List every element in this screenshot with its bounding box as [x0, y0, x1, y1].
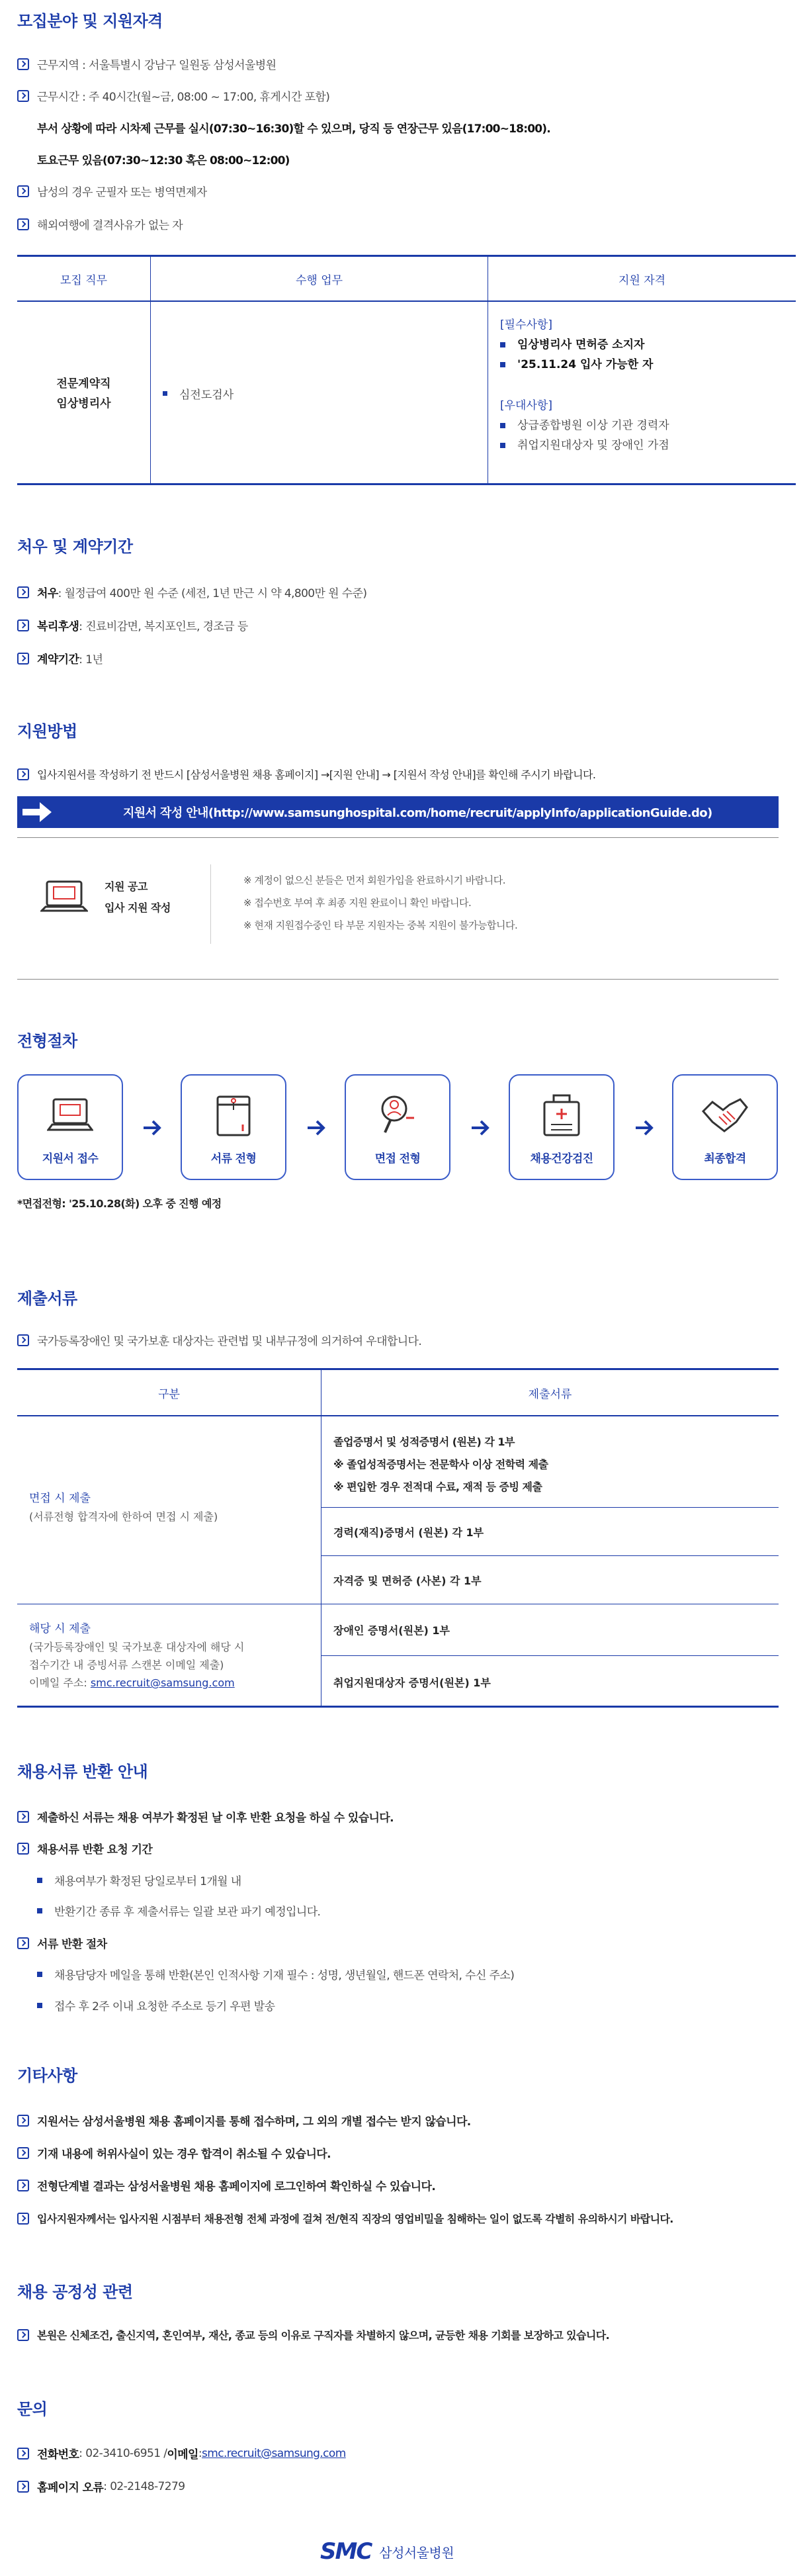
docs-table-header [17, 1370, 779, 1416]
etc-item-1-text: 지원서는 삼성서울병원 채용 홈페이지를 통해 접수하며, 그 외의 개별 접수는 받지 않습니다. [37, 2115, 471, 2129]
benefit-item-contract [0, 650, 809, 667]
chevron-right-icon [17, 90, 29, 102]
header-qualification: 지원 자격 [618, 273, 666, 287]
process-step-interview [345, 1074, 450, 1180]
section-title-contact: 문의 [17, 2400, 48, 2418]
section-title-docs: 제출서류 [17, 1289, 77, 1308]
header-category: 구분 [17, 1370, 321, 1415]
required-item-2-text: '25.11.24 입사 가능한 자 [517, 358, 654, 371]
benefit-contract-text: : 1년 [79, 653, 103, 667]
arrow-right-icon [141, 1117, 163, 1139]
preferred-item-1-text: 상급종합병원 이상 기관 경력자 [517, 419, 669, 432]
duty-cell [151, 302, 488, 485]
chevron-right-icon [17, 2115, 29, 2127]
interview-title: 면접 시 제출 [29, 1492, 91, 1505]
qualification-cell [488, 302, 796, 485]
doc-row-veteran [321, 1656, 779, 1708]
returns-method-item-2 [0, 1997, 809, 2013]
contact-error-label: 홈페이지 오류 [37, 2481, 104, 2495]
hospital-name: 삼성서울병원 [379, 2544, 454, 2561]
header-job: 모집 직무 [17, 257, 151, 300]
contact-email-link[interactable]: smc.recruit@samsung.com [202, 2446, 346, 2460]
etc-item-4 [0, 2211, 809, 2226]
returns-method-item-1 [0, 1966, 809, 1982]
etc-item-3 [0, 2177, 809, 2193]
job-cell [17, 302, 151, 485]
bullet-square-icon [500, 342, 505, 347]
bullet-square-icon [37, 1908, 42, 1913]
returns-method-title-text: 서류 반환 절차 [37, 1938, 107, 1951]
target-sub-2: 접수기간 내 증빙서류 스캔본 이메일 제출) [29, 1659, 224, 1671]
apply-notes [243, 869, 517, 937]
section-title-apply: 지원방법 [17, 722, 77, 741]
returns-line [0, 1808, 809, 1825]
recruit-table-header [17, 257, 796, 302]
bullet-square-icon [37, 1878, 42, 1883]
process-step-health-check [509, 1074, 615, 1180]
doc-row-disability [321, 1604, 779, 1656]
etc-item-1 [0, 2112, 809, 2129]
section-title-process: 전형절차 [17, 1032, 77, 1050]
laptop-icon [40, 878, 88, 917]
returns-period-item-1 [0, 1872, 809, 1888]
section-title-recruit: 모집분야 및 지원자격 [17, 12, 163, 30]
footer-logo [320, 2538, 454, 2565]
recruit-item-travel [0, 216, 809, 232]
benefit-pay-label: 처우 [37, 587, 58, 600]
returns-period-title-text: 채용서류 반환 요청 기간 [37, 1843, 153, 1857]
chevron-right-icon [17, 2180, 29, 2191]
benefit-item-pay [0, 584, 809, 600]
returns-method-title [0, 1935, 809, 1951]
process-step-label: 서류 전형 [210, 1152, 257, 1166]
chevron-right-icon [17, 2213, 29, 2225]
preferred-item-2-text: 취업지원대상자 및 장애인 가점 [517, 439, 669, 452]
apply-line [0, 766, 809, 782]
laptop-icon [47, 1097, 93, 1138]
process-step-final [672, 1074, 778, 1180]
required-item-2 [500, 355, 796, 375]
medical-kit-icon [540, 1093, 583, 1138]
doc-row-career [321, 1508, 779, 1556]
job-line-1: 전문계약직 [56, 377, 111, 391]
target-sub-1: (국가등록장애인 및 국가보훈 대상자에 해당 시 [29, 1641, 245, 1653]
chevron-right-icon [17, 2448, 29, 2460]
envelope-icon [214, 1094, 253, 1139]
arrow-right-icon [633, 1117, 656, 1139]
bullet-square-icon [37, 1972, 42, 1977]
benefit-pay-text: : 월정급여 400만 원 수준 (세전, 1년 만근 시 약 4,800만 원 수준) [58, 587, 367, 600]
contact-email-label: 이메일 [167, 2448, 198, 2461]
handshake-icon [701, 1095, 749, 1136]
smc-logo: SMC [320, 2538, 372, 2565]
required-item-1 [500, 335, 796, 355]
bullet-square-icon [500, 423, 505, 428]
preferred-item-1 [500, 416, 796, 436]
preferred-item-2 [500, 436, 796, 455]
apply-line-text: 입사지원서를 작성하기 전 반드시 [삼성서울병원 채용 홈페이지] →[지원 안내] → [지원서 작성 안내]를 확인해 주시기 바랍니다. [37, 768, 596, 781]
apply-guide-banner[interactable] [17, 796, 779, 828]
apply-note-3: ※ 현재 지원접수중인 타 부문 지원자는 중복 지원이 불가능합니다. [243, 919, 518, 931]
chevron-right-icon [17, 1334, 29, 1346]
benefit-welfare-label: 복리후생 [37, 620, 79, 633]
process-step-label: 지원서 접수 [42, 1152, 99, 1166]
returns-method-item-1-text: 채용담당자 메일을 통해 반환(본인 인적사항 기재 필수 : 성명, 생년월일, 핸드폰 연락처, 수신 주소) [54, 1969, 515, 1982]
contact-phone: : 02-3410-6951 / [79, 2446, 167, 2460]
recruit-item-military [0, 183, 809, 199]
contact-phone-line [0, 2445, 809, 2461]
chevron-right-icon [17, 768, 29, 780]
etc-item-4-text: 입사지원자께서는 입사지원 시점부터 채용전형 전체 과정에 걸쳐 전/현직 직장의 영업비밀을 침해하는 일이 없도록 각별히 유의하시기 바랍니다. [37, 2213, 673, 2225]
etc-item-3-text: 전형단계별 결과는 삼성서울병원 채용 홈페이지에 로그인하여 확인하실 수 있습니다. [37, 2180, 436, 2193]
magnifier-person-icon [374, 1091, 421, 1138]
contact-email-sep: : [198, 2446, 202, 2460]
target-email-link[interactable]: smc.recruit@samsung.com [90, 1677, 235, 1689]
chevron-right-icon [17, 586, 29, 598]
process-step-label: 면접 전형 [374, 1152, 421, 1166]
contact-phone-label: 전화번호 [37, 2448, 79, 2461]
contact-error-line [0, 2478, 809, 2495]
duty-text: 심전도검사 [179, 389, 234, 402]
fair-line-text: 본원은 신체조건, 출신지역, 혼인여부, 재산, 종교 등의 이유로 구직자를 차별하지 않으며, 균등한 채용 기회를 보장하고 있습니다. [37, 2329, 610, 2342]
process-step-document [181, 1074, 286, 1180]
recruit-travel-text: 해외여행에 결격사유가 없는 자 [37, 219, 183, 232]
target-email-label: 이메일 주소: [29, 1677, 91, 1689]
benefit-item-welfare [0, 617, 809, 633]
header-documents: 제출서류 [528, 1387, 572, 1401]
job-line-2: 임상병리사 [56, 396, 111, 410]
benefit-welfare-text: : 진료비감면, 복지포인트, 경조금 등 [79, 620, 248, 633]
recruit-location-text: 근무지역 : 서울특별시 강남구 일원동 삼성서울병원 [37, 59, 277, 72]
process-step-label: 채용건강검진 [530, 1152, 593, 1166]
fair-line [0, 2327, 809, 2342]
process-note: *면접전형: '25.10.28(화) 오후 중 진행 예정 [17, 1197, 222, 1210]
doc-row-license [321, 1556, 779, 1604]
apply-info-box [17, 837, 779, 980]
work-note-2: 토요근무 있음(07:30~12:30 혹은 08:00~12:00) [37, 154, 290, 167]
benefit-contract-label: 계약기간 [37, 653, 79, 667]
arrow-right-icon [305, 1117, 327, 1139]
doc-graduation-note-2: ※ 편입한 경우 전적대 수료, 재적 등 증빙 제출 [333, 1481, 542, 1493]
preferred-title: [우대사항] [500, 399, 552, 412]
doc-disability-text: 장애인 증명서(원본) 1부 [333, 1624, 450, 1637]
target-category-cell [17, 1604, 321, 1708]
doc-license-text: 자격증 및 면허증 (사본) 각 1부 [333, 1574, 482, 1587]
docs-table [17, 1368, 779, 1708]
required-item-1-text: 임상병리사 면허증 소지자 [517, 338, 645, 351]
chevron-right-icon [17, 58, 29, 70]
bullet-square-icon [163, 391, 167, 396]
arrow-right-icon [22, 802, 52, 822]
recruit-table-row [17, 302, 796, 485]
chevron-right-icon [17, 620, 29, 631]
recruit-table [17, 255, 796, 485]
returns-period-item-2-text: 반환기간 종류 후 제출서류는 일괄 보관 파기 예정입니다. [54, 1906, 321, 1919]
doc-graduation-title: 졸업증명서 및 성적증명서 (원본) 각 1부 [333, 1436, 515, 1448]
apply-note-2: ※ 접수번호 부여 후 최종 지원 완료이니 확인 바랍니다. [243, 897, 472, 909]
recruit-military-text: 남성의 경우 군필자 또는 병역면제자 [37, 186, 207, 199]
work-note-1: 부서 상황에 따라 시차제 근무를 실시(07:30~16:30)할 수 있으며, 당직 등 연장근무 있음(17:00~18:00). [37, 122, 550, 136]
apply-note-1: ※ 계정이 없으신 분들은 먼저 회원가입을 완료하시기 바랍니다. [243, 874, 505, 886]
chevron-right-icon [17, 1811, 29, 1823]
apply-box-label-2: 입사 지원 작성 [105, 901, 171, 914]
apply-box-label-1: 지원 공고 [105, 880, 148, 893]
returns-period-item-1-text: 채용여부가 확정된 당일로부터 1개월 내 [54, 1875, 241, 1888]
process-step-apply [17, 1074, 123, 1180]
chevron-right-icon [17, 2329, 29, 2341]
returns-period-title [0, 1840, 809, 1857]
apply-box-labels [105, 876, 171, 919]
required-title: [필수사항] [500, 318, 552, 332]
docs-line [0, 1332, 809, 1348]
section-title-etc: 기타사항 [17, 2066, 77, 2085]
interview-category-cell [17, 1416, 321, 1604]
doc-row-graduation [321, 1416, 779, 1508]
chevron-right-icon [17, 2147, 29, 2159]
target-title: 해당 시 제출 [29, 1622, 91, 1635]
apply-guide-banner-text[interactable]: 지원서 작성 안내(http://www.samsunghospital.com/home/recruit/applyInfo/applicationGuide.do) [123, 806, 712, 820]
bullet-square-icon [500, 362, 505, 367]
process-step-label: 최종합격 [704, 1152, 746, 1166]
arrow-right-icon [469, 1117, 491, 1139]
bullet-square-icon [500, 443, 505, 448]
recruit-item-hours [0, 87, 809, 104]
chevron-right-icon [17, 2481, 29, 2493]
doc-career-text: 경력(재직)증명서 (원본) 각 1부 [333, 1526, 484, 1539]
chevron-right-icon [17, 185, 29, 197]
docs-line-text: 국가등록장애인 및 국가보훈 대상자는 관련법 및 내부규정에 의거하여 우대합니다. [37, 1335, 422, 1348]
returns-period-item-2 [0, 1902, 809, 1919]
section-title-benefit: 처우 및 계약기간 [17, 537, 133, 556]
etc-item-2-text: 기재 내용에 허위사실이 있는 경우 합격이 취소될 수 있습니다. [37, 2148, 331, 2161]
bullet-square-icon [37, 2003, 42, 2008]
chevron-right-icon [17, 1937, 29, 1949]
chevron-right-icon [17, 218, 29, 230]
section-title-returns: 채용서류 반환 안내 [17, 1763, 148, 1781]
returns-method-item-2-text: 접수 후 2주 이내 요청한 주소로 등기 우편 발송 [54, 2000, 275, 2013]
interview-sub: (서류전형 합격자에 한하여 면접 시 제출) [29, 1510, 218, 1523]
divider [210, 864, 211, 944]
chevron-right-icon [17, 653, 29, 665]
chevron-right-icon [17, 1843, 29, 1855]
section-title-fair: 채용 공정성 관련 [17, 2283, 133, 2301]
returns-line-text: 제출하신 서류는 채용 여부가 확정된 날 이후 반환 요청을 하실 수 있습니다. [37, 1812, 394, 1825]
header-duty: 수행 업무 [151, 257, 488, 300]
recruit-hours-text: 근무시간 : 주 40시간(월~금, 08:00 ~ 17:00, 휴게시간 포함) [37, 91, 330, 104]
recruit-item-location [0, 56, 809, 72]
target-email-line [29, 1674, 321, 1692]
doc-veteran-text: 취업지원대상자 증명서(원본) 1부 [333, 1676, 491, 1689]
contact-error-phone: : 02-2148-7279 [103, 2479, 185, 2493]
etc-item-2 [0, 2144, 809, 2161]
doc-graduation-note-1: ※ 졸업성적증명서는 전문학사 이상 전학력 제출 [333, 1458, 548, 1471]
